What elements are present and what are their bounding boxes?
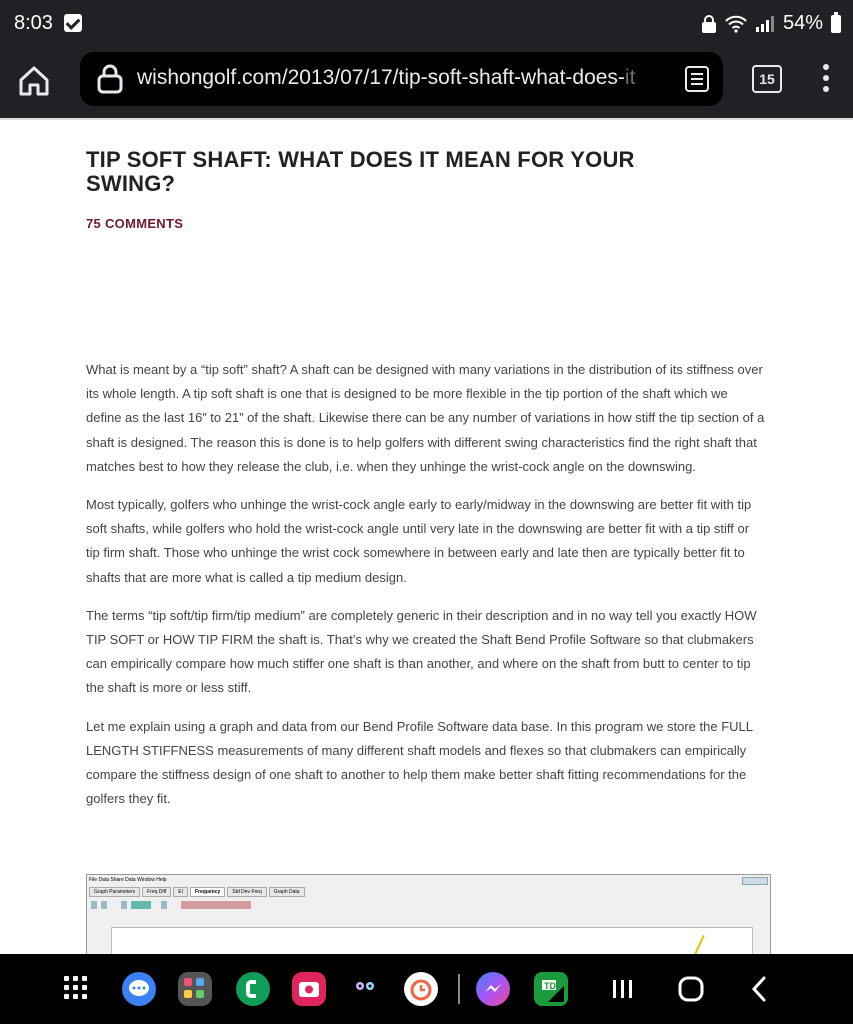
software-screenshot-image: [86, 874, 771, 956]
battery-percent: 54%: [782, 12, 823, 34]
reader-mode-icon[interactable]: [685, 66, 709, 92]
plot-line: [691, 935, 705, 956]
lock-status-icon: [701, 15, 717, 33]
home-icon[interactable]: [16, 63, 52, 99]
wifi-icon: [725, 15, 747, 33]
browser-toolbar: [0, 48, 853, 118]
status-time: 8:03: [14, 12, 53, 34]
article-body: [86, 358, 766, 825]
paragraph: Let me explain using a graph and data from our Bend Profile Software data base. In this program we store the FULL LENGTH STIFFNESS measurements of many different shaft models and flexes so that clubmakers can empirically compare the stiffness design of one shaft to another to help them make better shaft fitting recommendations for the golfers they fit.: [86, 718, 753, 807]
url-main: wishongolf.com/2013/07/17/tip-soft-shaft-what-does-: [137, 66, 625, 89]
signal-icon: [755, 16, 775, 32]
svg-text:TD: TD: [544, 981, 556, 991]
screenshot-window-controls: [742, 877, 768, 885]
article-title: TIP SOFT SHAFT: WHAT DOES IT MEAN FOR YOUR SWING?: [86, 147, 635, 196]
screenshot-tab: Graph Parameters: [89, 887, 140, 897]
screenshot-menu: File Data Share Data Window Help: [89, 877, 167, 883]
messenger-icon[interactable]: [476, 972, 510, 1006]
screenshot-tab: Std Dev Freq: [227, 887, 266, 897]
apps-grid-icon[interactable]: [64, 976, 88, 1000]
home-button[interactable]: [674, 972, 708, 1006]
screenshot-toolbar: [91, 901, 251, 909]
messages-icon[interactable]: [122, 972, 156, 1006]
dock-separator: [458, 974, 460, 1004]
app-folder-icon[interactable]: [178, 972, 212, 1006]
recents-button[interactable]: [608, 972, 638, 1006]
back-button[interactable]: [744, 972, 774, 1006]
navigation-bar: [0, 954, 853, 1024]
screenshot-tab: EI: [173, 887, 188, 897]
paragraph: What is meant by a “tip soft” shaft? A shaft can be designed with many variations in the distribution of its stiffness over its whole length. A tip soft shaft is one that is designed to be more flexible in the tip portion of the shaft which we define as the last 16” to 21” of the shaft. Likewise there can be any number of variations in how stiff the tip section of a shaft is designed. The reason this is done is to help golfers with different swing characteristics find the right shaft that matches best to how they release the club, i.e. when they unhinge the wrist-cock angle on the downswing.: [86, 362, 765, 474]
paragraph: The terms “tip soft/tip firm/tip medium” are completely generic in their description and in no way tell you exactly HOW TIP SOFT or HOW TIP FIRM the shaft is. That’s why we created the Shaft Bend Profile Software so that clubmakers can empirically compare how much stiffer one shaft is than another, and where on the shaft from butt to center to tip the shaft is more or less stiff.: [86, 607, 757, 696]
comments-link[interactable]: 75 COMMENTS: [86, 216, 184, 231]
alarm-icon[interactable]: [404, 972, 438, 1006]
battery-icon: [831, 15, 841, 33]
camera-icon[interactable]: [292, 972, 326, 1006]
lock-icon[interactable]: [96, 64, 124, 94]
status-bar: [0, 0, 853, 48]
game-launcher-icon[interactable]: [348, 972, 382, 1006]
address-bar[interactable]: [80, 52, 723, 106]
screenshot-tab: Graph Data: [269, 887, 305, 897]
more-menu-icon[interactable]: [822, 64, 830, 98]
screenshot-plot-area: [111, 927, 753, 956]
td-bank-icon[interactable]: [534, 972, 568, 1006]
phone-icon[interactable]: [236, 972, 270, 1006]
checkbox-icon: [64, 14, 82, 32]
paragraph: Most typically, golfers who unhinge the wrist-cock angle early to early/midway in the downswing are better fit with tip soft shafts, while golfers who hold the wrist-cock angle until very late in the downswing are better fit with a tip stiff or tip firm shaft. Those who unhinge the wrist cock somewhere in between early and late then are typically better fit to shafts that are more what is called a tip medium design.: [86, 497, 752, 585]
url-faded: it: [624, 66, 636, 89]
url-text[interactable]: [137, 66, 697, 90]
status-icons: [701, 12, 841, 35]
screenshot-tab-active: Frequency: [190, 887, 225, 897]
tab-switcher-button[interactable]: 15: [752, 65, 782, 93]
web-content: [0, 118, 853, 956]
screenshot-tab: Freq Diff: [142, 887, 171, 897]
screenshot-tabs: [89, 887, 305, 897]
